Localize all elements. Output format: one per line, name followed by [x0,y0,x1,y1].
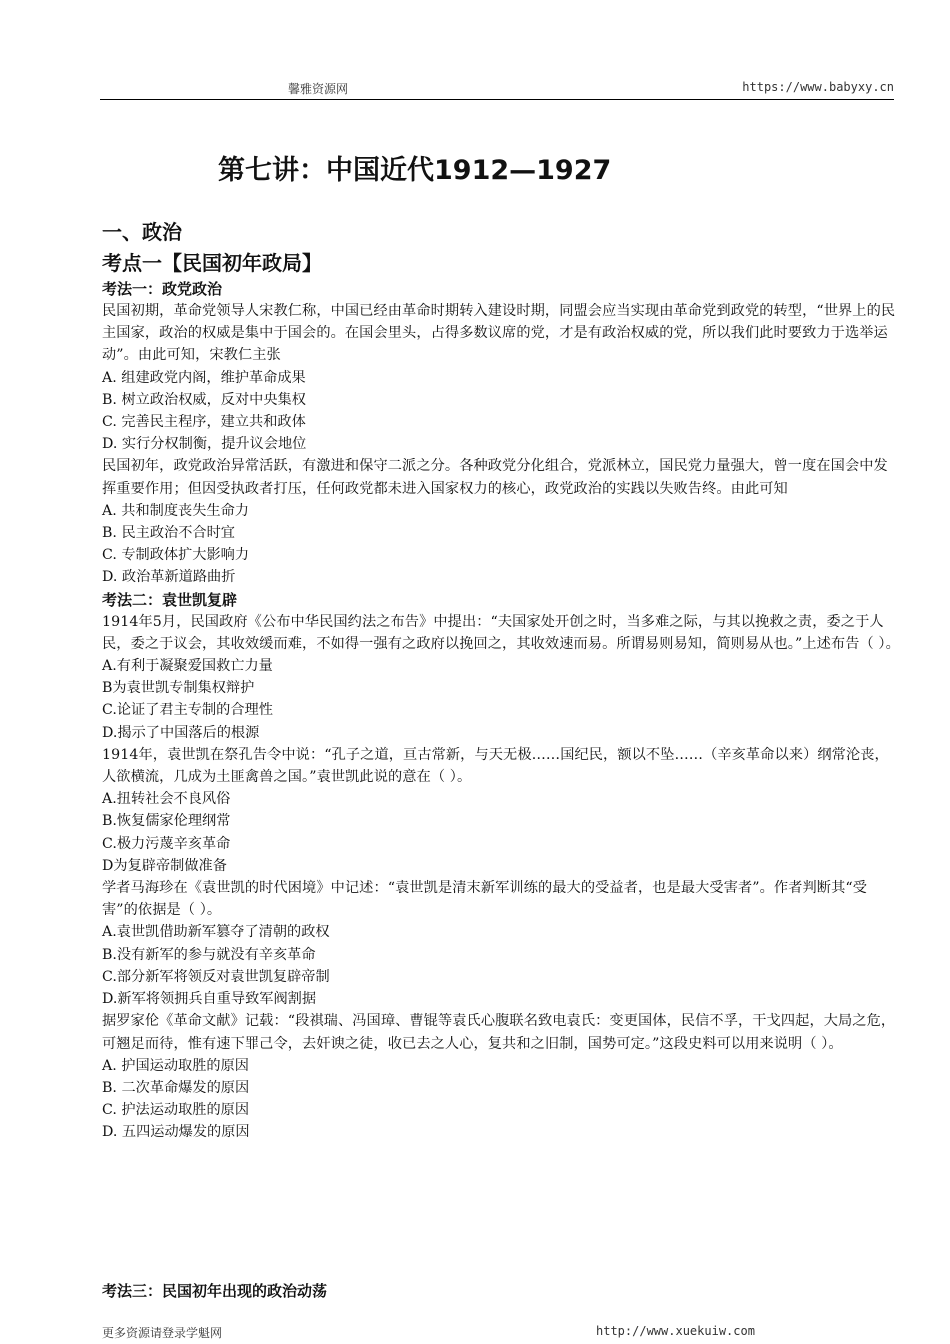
option-d: D为复辟帝制做准备 [102,857,227,874]
option-b: B. 二次革命爆发的原因 [102,1079,250,1096]
header-url[interactable]: https://www.babyxy.cn [742,80,894,94]
header-divider [100,99,894,100]
option-d: D.揭示了中国落后的根源 [102,724,260,741]
option-d: D. 政治革新道路曲折 [102,569,236,586]
option-d: D.新军将领拥兵自重导致军阀割据 [102,991,317,1008]
option-b: B.没有新军的参与就没有辛亥革命 [102,946,316,963]
option-b: B为袁世凯专制集权辩护 [102,680,255,697]
option-c: C. 完善民主程序，建立共和政体 [102,414,306,431]
topic-heading: 考点一【民国初年政局】 [102,251,322,275]
section-heading: 一、政治 [102,220,182,244]
question-stem: 1914年，袁世凯在祭孔告令中说：“孔子之道，亘古常新，与天无极……国纪民，额以不坠……（辛亥革命以来）纲常沦丧，人欲横流，几成为土匪禽兽之国。”袁世凯此说的意在（ ）。 [102,746,889,786]
page-title: 第七讲：中国近代1912—1927 [218,155,612,186]
question-stem: 民国初年，政党政治异常活跃，有激进和保守二派之分。各种政党分化组合，党派林立，国民党力量强大，曾一度在国会中发挥重要作用；但因受执政者打压，任何政党都未进入国家权力的核心，政党政治的实践以失败告终。由此可知 [102,458,888,497]
option-c: C.极力污蔑辛亥革命 [102,835,231,852]
option-b: B.恢复儒家伦理纲常 [102,813,231,830]
footer-text: 更多资源请登录学魁网 [102,1326,223,1340]
method2-heading: 考法二：袁世凯复辟 [102,590,238,609]
question-stem: 学者马海珍在《袁世凯的时代困境》中记述：“袁世凯是清末新军训练的最大的受益者，也是最大受害者”。作者判断其“受害”的依据是（ ）。 [102,880,868,919]
option-b: B. 民主政治不合时宜 [102,525,235,542]
option-d: D. 五四运动爆发的原因 [102,1124,250,1141]
option-a: A.扭转社会不良风俗 [102,791,231,808]
header-site-name: 馨雅资源网 [288,82,349,96]
method3-heading: 考法三：民国初年出现的政治动荡 [102,1282,328,1300]
option-a: A.有利于凝聚爱国救亡力量 [102,658,273,675]
option-d: D. 实行分权制衡，提升议会地位 [102,436,307,453]
method1-heading: 考法一：政党政治 [102,280,223,298]
option-c: C. 护法运动取胜的原因 [102,1102,250,1119]
footer-url[interactable]: http://www.xuekuiw.com [596,1324,755,1338]
option-a: A. 护国运动取胜的原因 [102,1057,249,1074]
option-a: A.袁世凯借助新军篡夺了清朝的政权 [102,924,330,941]
option-a: A. 组建政党内阁，维护革命成果 [102,369,306,386]
option-c: C.论证了君主专制的合理性 [102,702,273,719]
option-c: C. 专制政体扩大影响力 [102,547,250,564]
option-b: B. 树立政治权威，反对中央集权 [102,391,306,408]
question-stem: 1914年5月，民国政府《公布中华民国约法之布告》中提出：“夫国家处开创之时，当多难之际，与其以挽救之责，委之于人民，委之于议会，其收效缓而难，不如得一强有之政府以挽回之，其收效速而易。所谓易则易知，简则易从也。”上述布告（ ）。 [102,613,900,652]
option-c: C.部分新军将领反对袁世凯复辟帝制 [102,968,330,985]
question-stem: 据罗家伦《革命文献》记载：“段祺瑞、冯国璋、曹锟等袁氏心腹联名致电袁氏：变更国体，民信不孚，干戈四起，大局之危，可翘足而待，惟有速下罪己令，去奸谀之徒，收已去之人心，复共和之旧制，国势可定。”这段史料可以用来说明（ ）。 [102,1013,896,1052]
option-a: A. 共和制度丧失生命力 [102,502,249,519]
document-body [102,216,902,1144]
question-stem: 民国初期，革命党领导人宋教仁称，中国已经由革命时期转入建设时期，同盟会应当实现由革命党到政党的转型，“世界上的民主国家，政治的权威是集中于国会的。在国会里头，占得多数议席的党，才是有政治权威的党，所以我们此时要致力于选举运动”。由此可知，宋教仁主张 [102,303,896,364]
